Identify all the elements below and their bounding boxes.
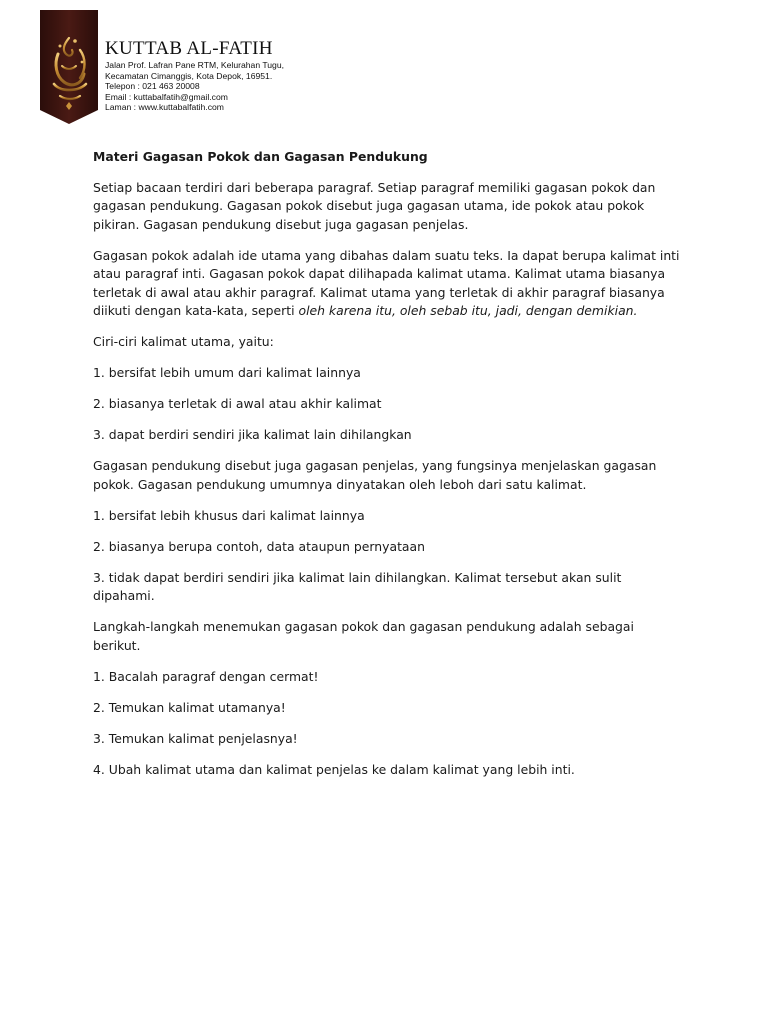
step-item: 1. Bacalah paragraf dengan cermat! (93, 668, 319, 684)
kuttab-logo (40, 10, 98, 124)
document-title: Materi Gagasan Pokok dan Gagasan Pendukung (93, 149, 428, 164)
step-item: 2. Temukan kalimat utamanya! (93, 699, 286, 715)
main-sentence-trait: 1. bersifat lebih umum dari kalimat lainnya (93, 365, 361, 380)
email-address: Email : kuttabalfatih@gmail.com (105, 91, 228, 102)
supporting-trait: 3. tidak dapat berdiri sendiri jika kalimat lain dihilangkan. Kalimat tersebut akan sulit dipahami. (93, 569, 622, 603)
address-line-1: Jalan Prof. Lafran Pane RTM, Kelurahan Tugu, (105, 60, 284, 70)
organization-info (105, 39, 365, 113)
main-sentence-trait: 2. biasanya terletak di awal atau akhir kalimat (93, 396, 382, 411)
main-idea-paragraph (93, 247, 683, 321)
organization-name: KUTTAB AL-FATIH (105, 38, 273, 59)
main-idea-examples: oleh karena itu, oleh sebab itu, jadi, dengan demikian. (298, 303, 638, 318)
main-idea-text: Gagasan pokok adalah ide utama yang dibahas dalam suatu teks. Ia dapat berupa kalimat inti atau paragraf inti. Gagasan pokok dapat dilihapada kalimat utama. Kalimat utama biasanya terletak di awal atau akhir paragraf. Kalimat utama yang terletak di akhir paragraf biasanya diikuti dengan kata-kata, seperti (93, 247, 680, 318)
document-body (93, 148, 683, 792)
address-line-2: Kecamatan Cimanggis, Kota Depok, 16951. (105, 70, 273, 81)
supporting-idea-paragraph: Gagasan pendukung disebut juga gagasan penjelas, yang fungsinya menjelaskan gagasan pokok. Gagasan pendukung umumnya dinyatakan oleh leboh dari satu kalimat. (93, 458, 657, 492)
letterhead (40, 10, 340, 126)
step-item: 4. Ubah kalimat utama dan kalimat penjelas ke dalam kalimat yang lebih inti. (93, 761, 575, 777)
step-item: 3. Temukan kalimat penjelasnya! (93, 730, 298, 746)
main-sentence-trait: 3. dapat berdiri sendiri jika kalimat lain dihilangkan (93, 427, 412, 442)
website-address: Laman : www.kuttabalfatih.com (105, 102, 224, 113)
intro-paragraph: Setiap bacaan terdiri dari beberapa paragraf. Setiap paragraf memiliki gagasan pokok dan gagasan pendukung. Gagasan pokok disebut juga gagasan utama, ide pokok atau pokok pikiran. Gagasan pendukung disebut juga gagasan penjelas. (93, 179, 656, 232)
main-sentence-heading: Ciri-ciri kalimat utama, yaitu: (93, 334, 274, 349)
supporting-trait: 1. bersifat lebih khusus dari kalimat lainnya (93, 507, 365, 523)
supporting-trait: 2. biasanya berupa contoh, data ataupun pernyataan (93, 538, 425, 554)
phone-number: Telepon : 021 463 20008 (105, 81, 200, 92)
steps-heading: Langkah-langkah menemukan gagasan pokok dan gagasan pendukung adalah sebagai berikut. (93, 619, 634, 653)
